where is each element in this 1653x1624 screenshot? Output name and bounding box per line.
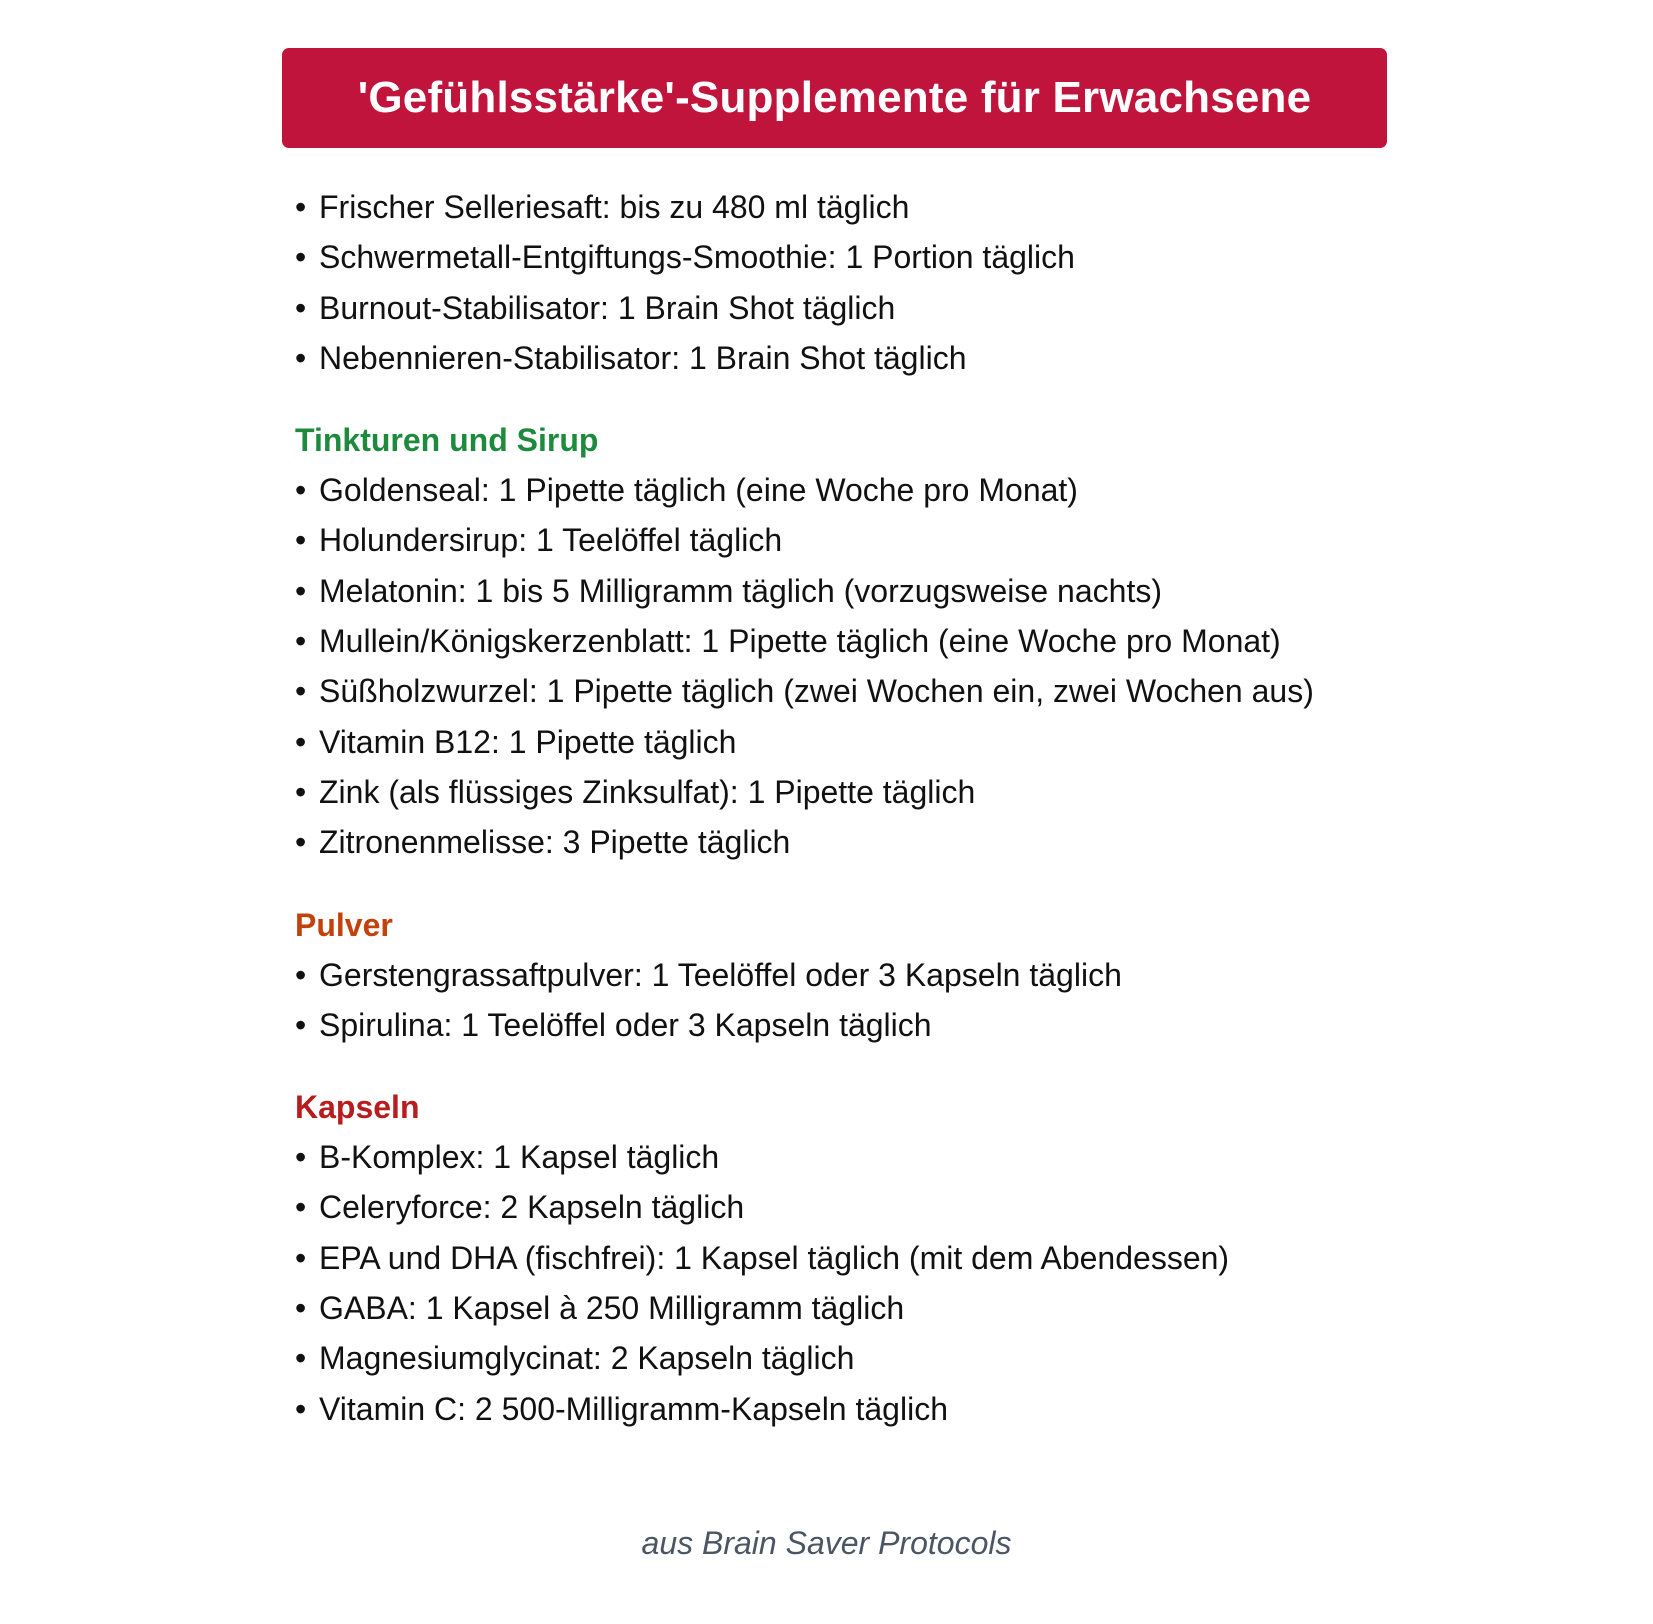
- list-item: • Zink (als flüssiges Zinksulfat): 1 Pipette täglich: [295, 767, 1387, 817]
- list-item: • Burnout-Stabilisator: 1 Brain Shot täglich: [295, 283, 1387, 333]
- tinkturen-list: [295, 465, 1387, 867]
- list-item: • Frischer Selleriesaft: bis zu 480 ml täglich: [295, 182, 1387, 232]
- bullet-icon: •: [295, 289, 307, 326]
- source-footer: aus Brain Saver Protocols: [641, 1525, 1012, 1561]
- bullet-icon: •: [295, 472, 307, 509]
- list-item: • Vitamin B12: 1 Pipette täglich: [295, 717, 1387, 767]
- list-item: • Zitronenmelisse: 3 Pipette täglich: [295, 817, 1387, 867]
- bullet-icon: •: [295, 723, 307, 760]
- bullet-icon: •: [295, 1290, 307, 1327]
- list-item: • Schwermetall-Entgiftungs-Smoothie: 1 Portion täglich: [295, 232, 1387, 282]
- list-item: • Nebennieren-Stabilisator: 1 Brain Shot täglich: [295, 333, 1387, 383]
- bullet-icon: •: [295, 824, 307, 861]
- list-item: • GABA: 1 Kapsel à 250 Milligramm täglich: [295, 1283, 1387, 1333]
- list-item: • Vitamin C: 2 500-Milligramm-Kapseln täglich: [295, 1384, 1387, 1434]
- list-item: • Melatonin: 1 bis 5 Milligramm täglich (vorzugsweise nachts): [295, 566, 1387, 616]
- page-title: 'Gefühlsstärke'-Supplemente für Erwachsene: [357, 73, 1312, 122]
- list-item: • Mullein/Königskerzenblatt: 1 Pipette täglich (eine Woche pro Monat): [295, 616, 1387, 666]
- list-item: • Spirulina: 1 Teelöffel oder 3 Kapseln täglich: [295, 1000, 1387, 1050]
- section-heading-tinkturen: Tinkturen und Sirup: [295, 422, 599, 459]
- bullet-icon: •: [295, 1189, 307, 1226]
- bullet-icon: •: [295, 522, 307, 559]
- bullet-icon: •: [295, 1006, 307, 1043]
- bullet-icon: •: [295, 956, 307, 993]
- bullet-icon: •: [295, 239, 307, 276]
- title-banner: [282, 48, 1387, 148]
- bullet-icon: •: [295, 773, 307, 810]
- list-item: • Gerstengrassaftpulver: 1 Teelöffel oder 3 Kapseln täglich: [295, 950, 1387, 1000]
- list-item: • Celeryforce: 2 Kapseln täglich: [295, 1182, 1387, 1232]
- bullet-icon: •: [295, 1340, 307, 1377]
- bullet-icon: •: [295, 623, 307, 660]
- list-item: • Holundersirup: 1 Teelöffel täglich: [295, 515, 1387, 565]
- pulver-list: [295, 950, 1387, 1051]
- bullet-icon: •: [295, 1390, 307, 1427]
- content: [282, 182, 1387, 1434]
- bullet-icon: •: [295, 673, 307, 710]
- section-heading-kapseln: Kapseln: [295, 1089, 420, 1126]
- bullet-icon: •: [295, 1239, 307, 1276]
- section-heading-pulver: Pulver: [295, 906, 393, 943]
- bullet-icon: •: [295, 339, 307, 376]
- document-page: [282, 48, 1387, 1434]
- list-item: • Magnesiumglycinat: 2 Kapseln täglich: [295, 1333, 1387, 1383]
- kapseln-list: [295, 1132, 1387, 1434]
- list-item: • EPA und DHA (fischfrei): 1 Kapsel täglich (mit dem Abendessen): [295, 1233, 1387, 1283]
- bullet-icon: •: [295, 572, 307, 609]
- list-item: • Süßholzwurzel: 1 Pipette täglich (zwei Wochen ein, zwei Wochen aus): [295, 666, 1387, 716]
- list-item: • Goldenseal: 1 Pipette täglich (eine Woche pro Monat): [295, 465, 1387, 515]
- intro-list: [295, 182, 1387, 383]
- bullet-icon: •: [295, 1139, 307, 1176]
- list-item: • B-Komplex: 1 Kapsel täglich: [295, 1132, 1387, 1182]
- bullet-icon: •: [295, 189, 307, 225]
